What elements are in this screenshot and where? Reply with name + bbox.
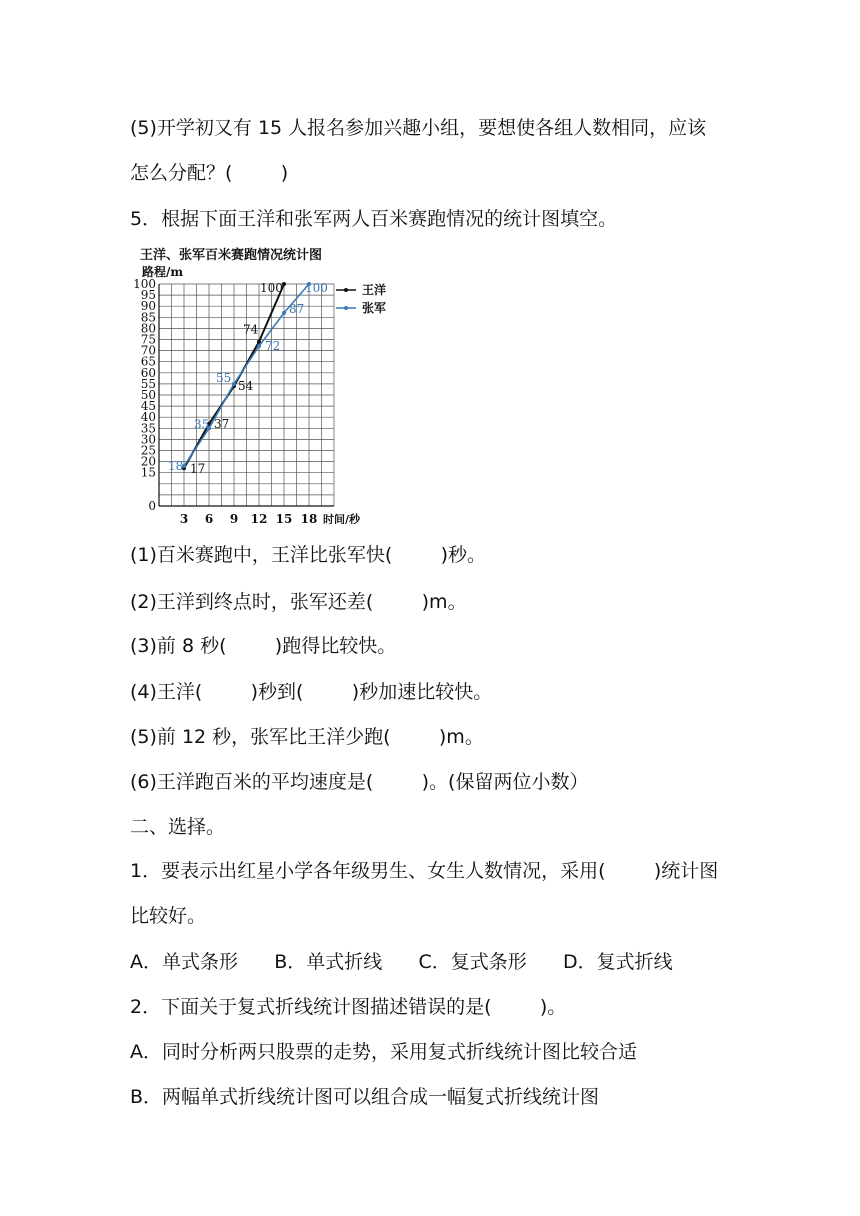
data-point bbox=[232, 382, 236, 386]
line-7: (4)王洋( )秒到( )秒加速比较快。 bbox=[130, 681, 493, 703]
data-label: 54 bbox=[238, 379, 254, 394]
race-chart bbox=[130, 242, 410, 524]
x-tick-label: 3 bbox=[179, 512, 189, 524]
y-tick-label: 80 bbox=[140, 321, 156, 336]
line-11: 1．要表示出红星小学各年级男生、女生人数情况，采用( )统计图 bbox=[130, 860, 719, 882]
line-4: (1)百米赛跑中，王洋比张军快( )秒。 bbox=[130, 544, 487, 566]
x-tick-label: 18 bbox=[300, 512, 318, 524]
line-10: 二、选择。 bbox=[130, 816, 226, 838]
y-tick-label: 60 bbox=[140, 365, 156, 380]
data-label: 100 bbox=[260, 281, 283, 295]
line-16: B．两幅单式折线统计图可以组合成一幅复式折线统计图 bbox=[130, 1086, 600, 1108]
y-tick-label: 65 bbox=[140, 354, 156, 369]
line-3: 5．根据下面王洋和张军两人百米赛跑情况的统计图填空。 bbox=[130, 208, 618, 230]
data-label: 17 bbox=[190, 461, 206, 476]
data-label: 72 bbox=[265, 339, 281, 354]
line-5: (2)王洋到终点时，张军还差( )m。 bbox=[130, 591, 467, 613]
x-tick-label: 9 bbox=[229, 512, 239, 524]
data-point bbox=[282, 311, 286, 315]
legend-marker bbox=[344, 306, 348, 310]
chart-title: 王洋、张军百米赛跑情况统计图 bbox=[140, 248, 323, 263]
y-tick-label: 20 bbox=[140, 454, 156, 469]
y-tick-label: 75 bbox=[140, 332, 156, 347]
y-tick-label: 35 bbox=[140, 421, 156, 436]
y-tick-label: 50 bbox=[140, 388, 156, 402]
x-axis-label: 时间/秒 bbox=[323, 513, 361, 524]
y-tick-label: 70 bbox=[140, 343, 156, 358]
y-tick-label: 30 bbox=[140, 432, 156, 447]
y-tick-label: 45 bbox=[140, 399, 156, 414]
x-tick-label: 6 bbox=[204, 512, 214, 524]
y-tick-label: 85 bbox=[140, 310, 156, 325]
line-15: A．同时分析两只股票的走势，采用复式折线统计图比较合适 bbox=[130, 1041, 637, 1063]
y-axis-label: 路程/m bbox=[142, 265, 184, 279]
line-1: (5)开学初又有 15 人报名参加兴趣小组，要想使各组人数相同，应该 bbox=[130, 117, 707, 139]
y-tick-label: 40 bbox=[140, 410, 156, 425]
x-tick-label: 12 bbox=[250, 512, 268, 524]
y-tick-label: 90 bbox=[140, 299, 156, 314]
legend-marker bbox=[344, 288, 348, 292]
data-point bbox=[257, 344, 261, 348]
y-tick-label: 15 bbox=[140, 465, 156, 480]
data-label: 100 bbox=[305, 281, 328, 295]
y-tick-label: 95 bbox=[140, 288, 156, 303]
data-label: 37 bbox=[214, 416, 230, 431]
race-chart-svg bbox=[130, 242, 410, 524]
legend-label: 张军 bbox=[362, 301, 387, 315]
line-8: (5)前 12 秒，张军比王洋少跑( )m。 bbox=[130, 726, 484, 748]
data-label: 35 bbox=[194, 417, 210, 432]
data-label: 87 bbox=[289, 301, 305, 316]
y-tick-label: 55 bbox=[140, 376, 156, 391]
data-label: 74 bbox=[243, 322, 259, 337]
line-13: A．单式条形 B．单式折线 C．复式条形 D．复式折线 bbox=[130, 951, 673, 973]
line-9: (6)王洋跑百米的平均速度是( )。(保留两位小数） bbox=[130, 771, 589, 793]
line-12: 比较好。 bbox=[130, 905, 207, 927]
line-6: (3)前 8 秒( )跑得比较快。 bbox=[130, 635, 397, 657]
legend-label: 王洋 bbox=[362, 283, 387, 297]
y-tick-label: 0 bbox=[148, 499, 156, 513]
data-label: 18 bbox=[168, 459, 184, 474]
line-2: 怎么分配？( ) bbox=[130, 162, 289, 184]
data-label: 55 bbox=[216, 370, 232, 385]
line-14: 2．下面关于复式折线统计图描述错误的是( )。 bbox=[130, 996, 567, 1018]
y-tick-label: 25 bbox=[140, 443, 156, 458]
y-tick-label: 100 bbox=[133, 277, 156, 291]
x-tick-label: 15 bbox=[275, 512, 293, 524]
